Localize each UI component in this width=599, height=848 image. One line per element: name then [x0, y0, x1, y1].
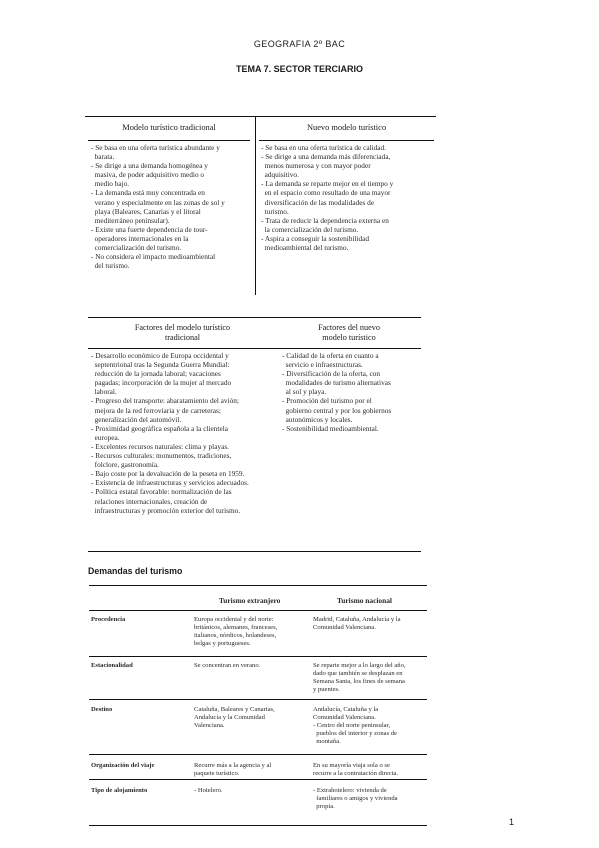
- text-line: Comunidad Valenciana.: [313, 624, 376, 632]
- row-label: Destino: [91, 706, 113, 713]
- foreign-cell: [194, 787, 312, 795]
- section-heading: Demandas del turismo: [88, 566, 183, 576]
- text-line: - Proximidad geográfica española a la clientela: [91, 423, 228, 433]
- row-label: Organización del viaje: [91, 762, 155, 769]
- text-line: recurre a la contratación directa.: [313, 770, 399, 778]
- text-line: mediterráneo peninsular).: [91, 215, 170, 225]
- row-label: Tipo de alojamiento: [91, 787, 148, 794]
- text-line: folclore, gastronomía.: [91, 460, 159, 470]
- text-line: En su mayoría viaja sola o se: [313, 762, 390, 769]
- text-line: - Se dirige a una demanda homogénea y: [91, 161, 208, 171]
- text-line: familiares o amigos y vivienda: [313, 795, 398, 803]
- text-line: - Se basa en una oferta turística abundante y: [91, 143, 220, 152]
- text-line: - La demanda está muy concentrada en: [91, 188, 205, 198]
- text-line: relaciones internacionales, creación de: [91, 496, 208, 506]
- text-line: Comunidad Valenciana.: [313, 714, 376, 722]
- text-line: - Calidad de la oferta en cuanto a: [282, 351, 379, 360]
- text-line: - Centro del norte peninsular,: [313, 722, 391, 730]
- foreign-cell: [194, 662, 312, 670]
- text-line: y puentes.: [313, 686, 340, 694]
- text-line: laboral.: [91, 387, 117, 397]
- text-line: - Aspira a conseguir la sostenibilidad: [261, 233, 370, 243]
- row-divider: [89, 779, 427, 780]
- text-line: paquete turístico.: [194, 770, 240, 778]
- text-line: autonómicos y locales.: [282, 414, 353, 424]
- text-line: - Se basa en una oferta turística de calidad.: [261, 143, 387, 152]
- text-line: Valenciana.: [194, 722, 225, 730]
- text-line: - Extrahotelero: vivienda de: [313, 787, 387, 794]
- text-line: barata.: [91, 152, 115, 162]
- text-line: - Promoción del turismo por el: [282, 396, 372, 406]
- comparison-table-models: [85, 116, 436, 295]
- document-subject: GEOGRAFIA 2º BAC: [253, 39, 346, 49]
- table-header: [89, 586, 427, 608]
- text-line: al sol y playa.: [282, 387, 327, 397]
- column-header-line: Factores del nuevo: [318, 323, 380, 332]
- text-line: masiva, de poder adquisitivo medio o: [91, 170, 205, 180]
- header-rule: [259, 140, 434, 141]
- header-rule: [88, 140, 250, 141]
- national-cell: [313, 616, 427, 632]
- row-label: Procedencia: [91, 616, 126, 623]
- text-line: operadores internacionales en la: [91, 233, 189, 243]
- page-number: 1: [509, 817, 515, 827]
- text-line: diversificación de las modalidades de: [261, 197, 375, 207]
- text-line: - La demanda se reparte mejor en el tiempo y: [261, 179, 394, 189]
- row-divider: [89, 754, 427, 755]
- text-line: - Hotelero.: [194, 787, 223, 794]
- text-line: Andalucía y la Comunidad: [194, 714, 265, 722]
- tourism-demand-table: [89, 585, 427, 826]
- column-header: [88, 318, 277, 345]
- text-line: - Recursos culturales: monumentos, tradiciones,: [91, 451, 232, 461]
- text-line: - Diversificación de la oferta, con: [282, 369, 381, 379]
- text-line: menos numerosa y con mayor poder: [261, 161, 371, 171]
- national-cell: [313, 662, 427, 694]
- text-line: Se reparte mejor a lo largo del año,: [313, 662, 406, 669]
- text-line: medio bajo.: [91, 179, 130, 189]
- row-divider: [89, 699, 427, 700]
- text-line: europea.: [91, 432, 120, 442]
- comparison-table-factors: [88, 317, 421, 552]
- text-line: turismo.: [261, 206, 289, 216]
- traditional-model-column: [85, 117, 253, 295]
- national-cell: [313, 762, 427, 778]
- text-line: Se concentran en verano.: [194, 662, 261, 669]
- text-line: playa (Baleares, Canarias y el litoral: [91, 206, 201, 216]
- column-header-line: Factores del modelo turístico: [134, 323, 231, 332]
- text-line: Andalucía, Cataluña y la: [313, 706, 379, 713]
- traditional-factors-list: [91, 351, 274, 515]
- text-line: Recurre más a la agencia y al: [194, 762, 272, 769]
- text-line: del turismo.: [91, 261, 130, 271]
- text-line: Europa occidental y del norte:: [194, 616, 274, 623]
- text-line: italianos, nórdicos, holandeses,: [194, 632, 277, 640]
- row-divider: [89, 656, 427, 657]
- text-line: montaña.: [313, 738, 341, 746]
- text-line: servicio e infraestructuras.: [282, 360, 363, 370]
- text-line: la comercialización del turismo.: [261, 224, 359, 234]
- text-line: belgas y portugueses.: [194, 640, 251, 648]
- column-header-foreign: Turismo extranjero: [219, 596, 281, 605]
- column-header: [277, 318, 421, 345]
- text-line: modalidades de turismo alternativas: [282, 378, 391, 388]
- new-model-list: [261, 143, 433, 252]
- national-cell: [313, 706, 427, 746]
- column-header-line: tradicional: [164, 333, 200, 342]
- text-line: - Progreso del transporte: abaratamiento del avión;: [91, 396, 239, 406]
- text-line: reducción de la jornada laboral; vacaciones: [91, 369, 221, 379]
- national-cell: [313, 787, 427, 811]
- text-line: - Bajo coste por la devaluación de la peseta en 1959.: [91, 469, 245, 479]
- text-line: - Existe una fuerte dependencia de tour-: [91, 224, 208, 234]
- text-line: Cataluña, Baleares y Canarias,: [194, 706, 275, 713]
- text-line: - Desarrollo económico de Europa occidental y: [91, 351, 229, 360]
- new-factors-list: [282, 351, 417, 433]
- text-line: propia.: [313, 803, 335, 811]
- text-line: - Sostenibilidad medioambiental.: [282, 423, 379, 433]
- text-line: - No considera el impacto medioambiental: [91, 252, 216, 262]
- header-rule: [88, 348, 421, 349]
- text-line: - Existencia de infraestructuras y servicios adecuados.: [91, 478, 249, 488]
- column-header: Modelo turístico tradicional: [122, 123, 216, 132]
- text-line: mejora de la red ferroviaria y de carreteras;: [91, 405, 221, 415]
- text-line: pagadas; incorporación de la mujer al mercado: [91, 378, 232, 388]
- row-label: Estacionalidad: [91, 662, 133, 669]
- traditional-factors-column: [88, 318, 277, 551]
- row-divider: [89, 610, 427, 611]
- text-line: adquisitivo.: [261, 170, 299, 180]
- text-line: pueblos del interior y zonas de: [313, 730, 398, 738]
- new-model-column: [255, 117, 437, 295]
- text-line: británicos, alemanes, franceses,: [194, 624, 278, 632]
- text-line: infraestructuras y promoción exterior del turismo.: [91, 505, 241, 515]
- text-line: Madrid, Cataluña, Andalucía y la: [313, 616, 401, 623]
- text-line: - Trata de reducir la dependencia externa en: [261, 215, 389, 225]
- new-factors-column: [277, 318, 421, 551]
- text-line: Semana Santa, los fines de semana: [313, 678, 405, 686]
- text-line: gobierno central y por los gobiernos: [282, 405, 392, 415]
- text-line: comercialización del turismo.: [91, 243, 182, 253]
- column-header-line: modelo turístico: [322, 333, 376, 342]
- foreign-cell: [194, 762, 312, 778]
- foreign-cell: [194, 706, 312, 730]
- text-line: verano y especialmente en las zonas de sol y: [91, 197, 225, 207]
- text-line: dado que también se desplazan en: [313, 670, 403, 678]
- text-line: septentrional tras la Segunda Guerra Mundial:: [91, 360, 230, 370]
- text-line: - Se dirige a una demanda más diferenciada,: [261, 152, 391, 162]
- foreign-cell: [194, 616, 312, 648]
- text-line: - Política estatal favorable: normalización de las: [91, 487, 232, 497]
- text-line: medioambiental del turismo.: [261, 243, 349, 253]
- text-line: generalización del automóvil.: [91, 414, 182, 424]
- traditional-model-list: [91, 143, 251, 270]
- text-line: en el espacio como resultado de una mayor: [261, 188, 391, 198]
- document-title: TEMA 7. SECTOR TERCIARIO: [235, 64, 363, 74]
- text-line: - Excelentes recursos naturales: clima y playas.: [91, 441, 229, 451]
- column-header-national: Turismo nacional: [337, 596, 392, 605]
- column-header: Nuevo modelo turístico: [306, 123, 387, 132]
